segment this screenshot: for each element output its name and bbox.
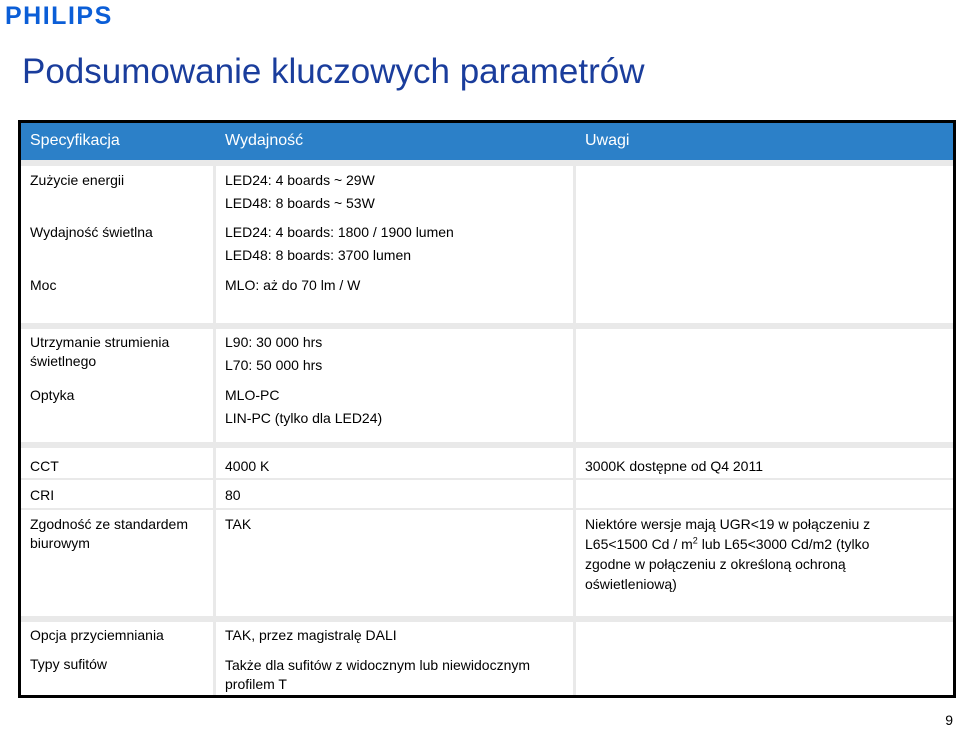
philips-logo: PHILIPS (5, 2, 113, 30)
row-cct (21, 448, 953, 478)
spec-zgodnosc-1: Zgodność ze standardem (30, 516, 188, 532)
note-cct: 3000K dostępne od Q4 2011 (585, 458, 764, 474)
table-header (21, 123, 953, 160)
column-divider (573, 160, 576, 695)
note-zgodnosc-2-sup: 2 (692, 535, 698, 546)
perf-wydajnosc-1: LED24: 4 boards: 1800 / 1900 lumen (225, 224, 454, 240)
header-specyfikacja: Specyfikacja (30, 132, 120, 149)
page-number: 9 (945, 712, 953, 728)
spec-typy-sufitow: Typy sufitów (30, 656, 108, 672)
column-divider (213, 160, 216, 695)
perf-wydajnosc-2: LED48: 8 boards: 3700 lumen (225, 247, 412, 263)
perf-typy-sufitow-1: Także dla sufitów z widocznym lub niewidocznym (225, 657, 531, 673)
spec-moc: Moc (30, 277, 57, 293)
perf-cri: 80 (225, 487, 241, 503)
row-cri (21, 480, 953, 508)
header-wydajnosc: Wydajność (225, 132, 304, 149)
spec-cct: CCT (30, 458, 59, 474)
spec-opcja-przyciemniania: Opcja przyciemniania (30, 627, 164, 643)
perf-utrzymanie-2: L70: 50 000 hrs (225, 357, 323, 373)
spec-wydajnosc-swietlna: Wydajność świetlna (30, 224, 153, 240)
perf-zuzycie-2: LED48: 8 boards ~ 53W (225, 195, 375, 211)
spec-utrzymanie-1: Utrzymanie strumienia (30, 334, 170, 350)
spec-zgodnosc-2: biurowym (30, 535, 90, 551)
spec-cri: CRI (30, 487, 55, 503)
perf-zgodnosc: TAK (225, 516, 252, 532)
row-group-energy (21, 166, 953, 323)
parameters-table (18, 120, 956, 698)
perf-utrzymanie-1: L90: 30 000 hrs (225, 334, 323, 350)
page-title: Podsumowanie kluczowych parametrów (22, 52, 645, 91)
perf-zuzycie-1: LED24: 4 boards ~ 29W (225, 172, 375, 188)
note-zgodnosc-1: Niektóre wersje mają UGR<19 w połączeniu z (585, 516, 871, 532)
note-zgodnosc-2a: L65<1500 Cd / m (585, 536, 693, 552)
perf-moc: MLO: aż do 70 lm / W (225, 277, 361, 293)
perf-optyka-1: MLO-PC (225, 387, 280, 403)
note-zgodnosc-2 (585, 535, 869, 555)
header-uwagi: Uwagi (585, 132, 630, 149)
note-zgodnosc-4: oświetleniową) (585, 576, 677, 592)
perf-optyka-2: LIN-PC (tylko dla LED24) (225, 410, 383, 426)
spec-zuzycie-energii: Zużycie energii (30, 172, 125, 188)
perf-typy-sufitow-2: profilem T (225, 676, 287, 692)
note-zgodnosc-2b: lub L65<3000 Cd/m2 (tylko (697, 536, 870, 552)
spec-utrzymanie-2: świetlnego (30, 353, 97, 369)
note-zgodnosc-3: zgodne w połączeniu z określoną ochroną (585, 556, 846, 572)
spec-optyka: Optyka (30, 387, 75, 403)
perf-opcja-przyciemniania: TAK, przez magistralę DALI (225, 627, 397, 643)
perf-cct: 4000 K (225, 458, 270, 474)
